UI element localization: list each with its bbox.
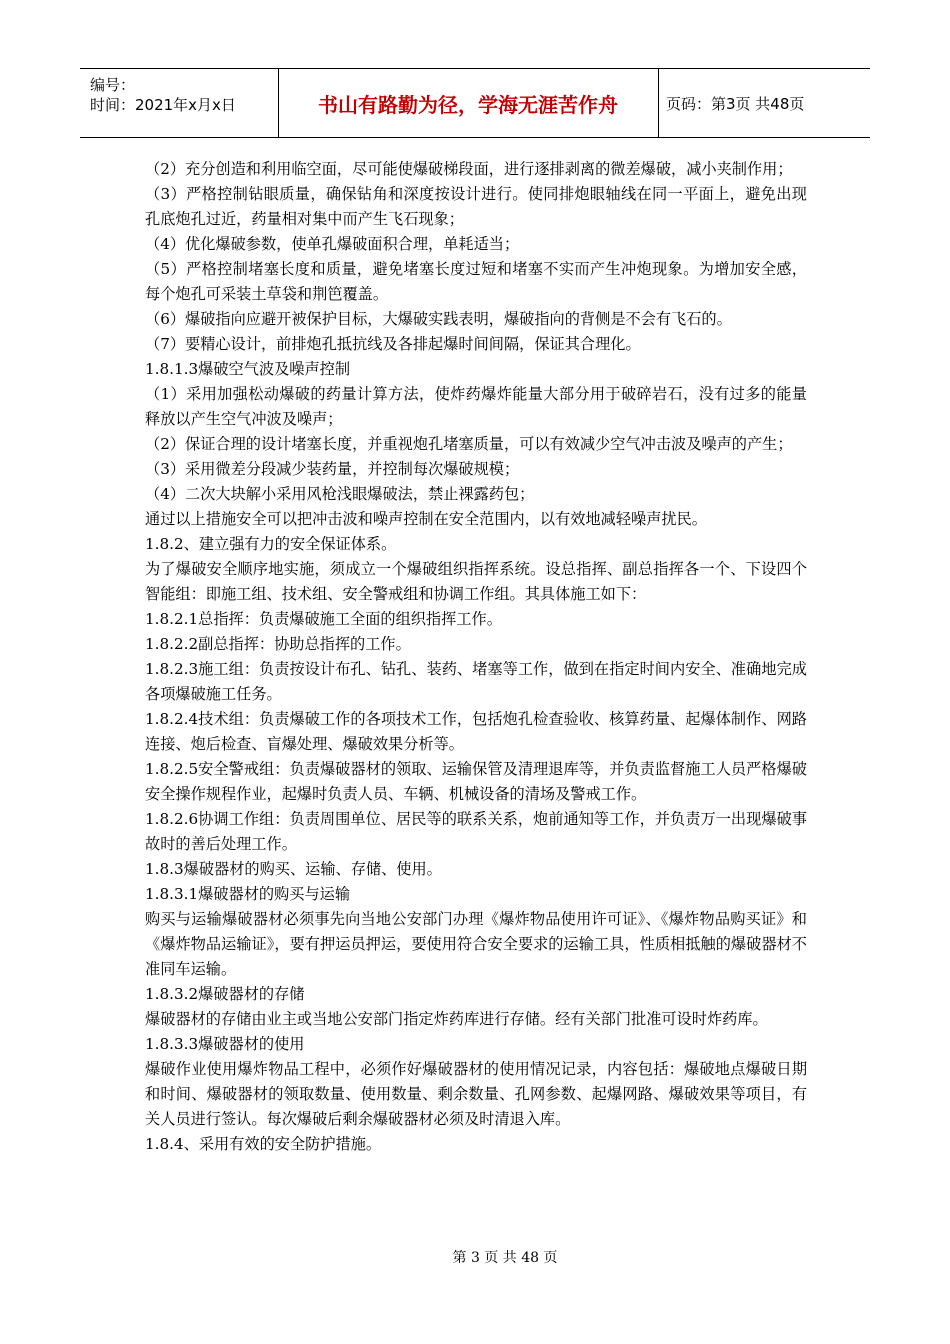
paragraph: 爆破作业使用爆炸物品工程中，必须作好爆破器材的使用情况记录，内容包括：爆破地点爆破日期和时间、爆破器材的领取数量、使用数量、剩余数量、孔网参数、起爆网路、爆破效果等项目，有关人员进行签认。每次爆破后剩余爆破器材必须及时清退入库。 — [145, 1060, 807, 1128]
section-heading: 1.8.1.3爆破空气波及噪声控制 — [145, 360, 351, 378]
paragraph: 通过以上措施安全可以把冲击波和噪声控制在安全范围内，以有效地减轻噪声扰民。 — [145, 510, 707, 528]
date-label: 时间：2021年x月x日 — [90, 96, 236, 114]
paragraph: （1）采用加强松动爆破的药量计算方法，使炸药爆炸能量大部分用于破碎岩石，没有过多的能量释放以产生空气冲波及噪声； — [145, 385, 807, 428]
paragraph: 1.8.2.1总指挥：负责爆破施工全面的组织指挥工作。 — [145, 610, 502, 628]
section-heading: 1.8.4、采用有效的安全防护措施。 — [145, 1135, 382, 1153]
paragraph: 为了爆破安全顺序地实施，须成立一个爆破组织指挥系统。设总指挥、副总指挥各一个、下设四个智能组：即施工组、技术组、安全警戒组和协调工作组。其具体施工如下： — [145, 560, 807, 603]
header-page-info: 页码：第3页 共48页 — [666, 94, 805, 113]
paragraph: （2）保证合理的设计堵塞长度，并重视炮孔堵塞质量，可以有效减少空气冲击波及噪声的产生； — [145, 435, 793, 453]
section-heading: 1.8.3.1爆破器材的购买与运输 — [145, 885, 351, 903]
page-header — [80, 68, 870, 138]
section-heading: 1.8.3.3爆破器材的使用 — [145, 1035, 305, 1053]
paragraph: （3）采用微差分段减少装药量，并控制每次爆破规模； — [145, 460, 520, 478]
section-heading: 1.8.2、建立强有力的安全保证体系。 — [145, 535, 397, 553]
paragraph: （3）严格控制钻眼质量，确保钻角和深度按设计进行。使同排炮眼轴线在同一平面上，避免出现孔底炮孔过近，药量相对集中而产生飞石现象； — [145, 185, 807, 228]
number-label: 编号： — [90, 76, 136, 94]
footer-page-number: 第 3 页 共 48 页 — [452, 1250, 558, 1266]
paragraph: 1.8.2.4技术组：负责爆破工作的各项技术工作，包括炮孔检查验收、核算药量、起爆体制作、网路连接、炮后检查、盲爆处理、爆破效果分析等。 — [145, 710, 807, 753]
paragraph: 1.8.2.3施工组：负责按设计布孔、钻孔、装药、堵塞等工作，做到在指定时间内安全、准确地完成各项爆破施工任务。 — [145, 660, 807, 703]
paragraph: 1.8.2.2副总指挥：协助总指挥的工作。 — [145, 635, 411, 653]
paragraph: （4）优化爆破参数，使单孔爆破面积合理，单耗适当； — [145, 235, 520, 253]
header-info-cell — [80, 69, 279, 137]
header-motto: 书山有路勤为径，学海无涯苦作舟 — [278, 69, 659, 137]
paragraph: （6）爆破指向应避开被保护目标，大爆破实践表明，爆破指向的背侧是不会有飞石的。 — [145, 310, 732, 328]
document-body — [145, 157, 807, 1157]
paragraph: （4）二次大块解小采用风枪浅眼爆破法，禁止裸露药包； — [145, 485, 535, 503]
paragraph: （7）要精心设计，前排炮孔抵抗线及各排起爆时间间隔，保证其合理化。 — [145, 335, 641, 353]
paragraph: （2）充分创造和利用临空面，尽可能使爆破梯段面，进行逐排剥离的微差爆破，减小夹制作用； — [145, 160, 793, 178]
paragraph: 爆破器材的存储由业主或当地公安部门指定炸药库进行存储。经有关部门批准可设时炸药库。 — [145, 1010, 768, 1028]
paragraph: 1.8.2.6协调工作组：负责周围单位、居民等的联系关系，炮前通知等工作，并负责万一出现爆破事故时的善后处理工作。 — [145, 810, 807, 853]
section-heading: 1.8.3爆破器材的购买、运输、存储、使用。 — [145, 860, 442, 878]
page-footer — [0, 1247, 950, 1267]
section-heading: 1.8.3.2爆破器材的存储 — [145, 985, 305, 1003]
paragraph: 购买与运输爆破器材必须事先向当地公安部门办理《爆炸物品使用许可证》、《爆炸物品购买证》和《爆炸物品运输证》，要有押运员押运，要使用符合安全要求的运输工具，性质相抵触的爆破器材不准同车运输。 — [145, 910, 807, 978]
paragraph: （5）严格控制堵塞长度和质量，避免堵塞长度过短和堵塞不实而产生冲炮现象。为增加安全感，每个炮孔可采装土草袋和荆笆覆盖。 — [145, 260, 807, 303]
paragraph: 1.8.2.5安全警戒组：负责爆破器材的领取、运输保管及清理退库等，并负责监督施工人员严格爆破安全操作规程作业，起爆时负责人员、车辆、机械设备的清场及警戒工作。 — [145, 760, 807, 803]
